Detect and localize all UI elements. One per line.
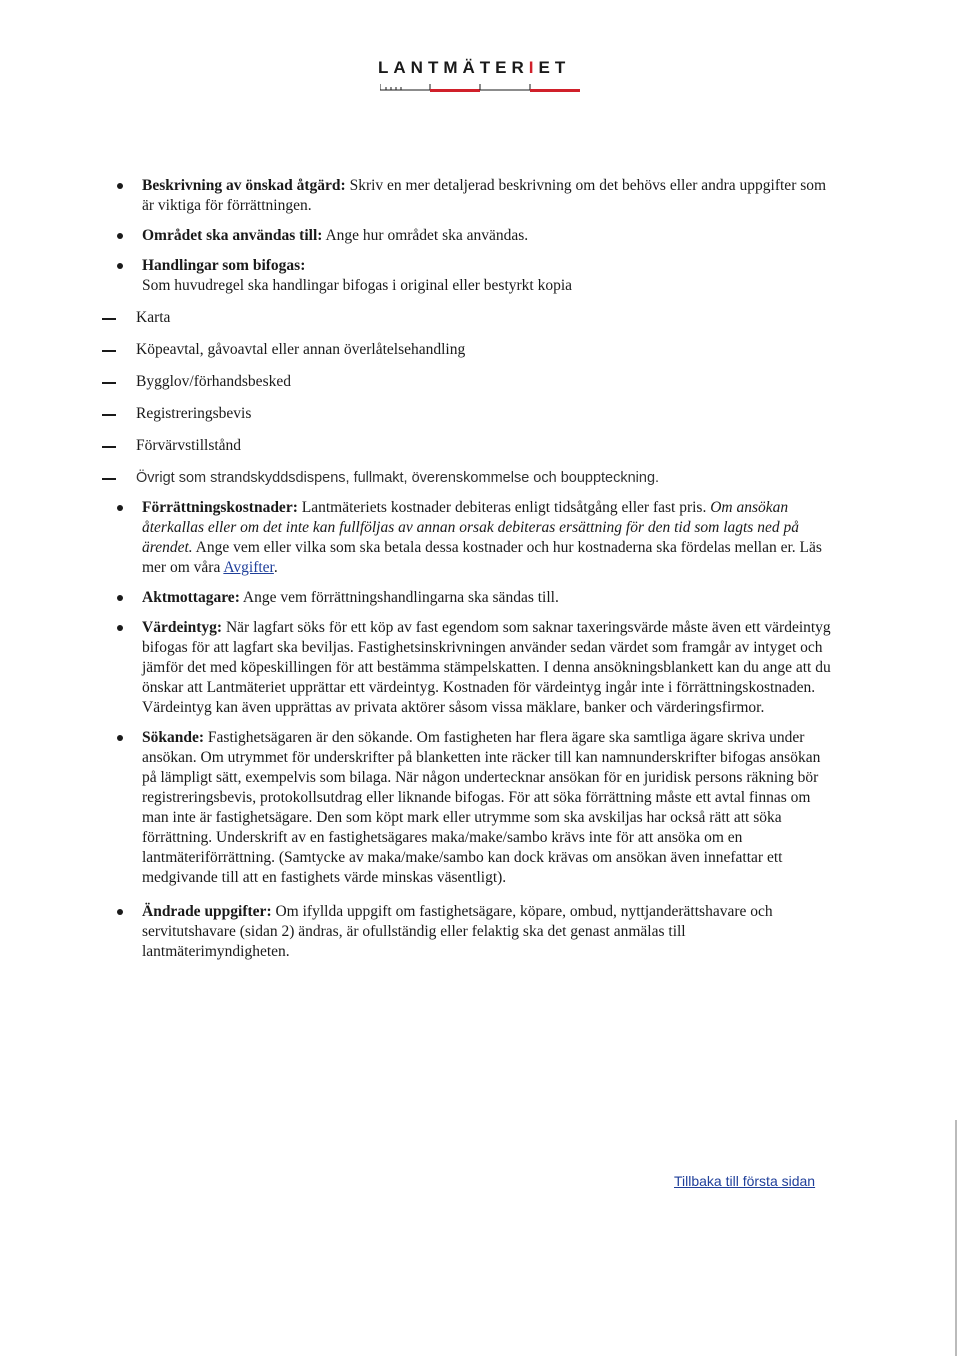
list-item: Handlingar som bifogas: Som huvudregel ska handlingar bifogas i original eller bestyrkt kopia	[114, 256, 834, 296]
lantmateriet-logo	[378, 58, 588, 78]
list-item: Aktmottagare: Ange vem förrättningshandlingarna ska sändas till.	[114, 588, 834, 608]
list-item: Övrigt som strandskyddsdispens, fullmakt, överenskommelse och bouppteckning.	[86, 468, 834, 498]
list-item: Förvärvstillstånd	[86, 436, 834, 468]
instructions-content	[114, 176, 834, 962]
list-item: Sökande: Fastighetsägaren är den sökande. Om fastigheten har flera ägare ska samtliga ägare skriva under ansökan. Om utrymmet för underskrifter på blanketten inte räcker till kan namnunderskrifter bifogas ansökan på lämpligt sätt, exempelvis som bilaga. När någon undertecknar ansökan för en juridisk persons räkning bör registreringsbevis, protokollsutdrag eller liknande bifogas. För att söka förrättning måste ett avtal finnas om man inte är fastighetsägare. Den som köpt mark eller utrymme som ska avskiljas har också rätt att söka förrättning. Underskrift av en fastighetsägares maka/make/sambo krävs inte för att ansöka om en lantmäteriförrättning. (Samtycke av maka/make/sambo kan dock krävas om ansökan även innefattar ett medgivande till att en fastighets värde minskas väsentligt).	[114, 728, 834, 888]
list-item: Bygglov/förhandsbesked	[86, 372, 834, 404]
avgifter-link[interactable]: Avgifter	[223, 559, 274, 576]
list-item: Förrättningskostnader: Lantmäteriets kostnader debiteras enligt tidsåtgång eller fast pris. Om ansökan återkallas eller om det inte kan fullföljas av annan orsak debiteras ersättning för den tid som lagts ned på ärendet. Ange vem eller vilka som ska betala dessa kostnader och hur kostnaderna ska fördelas mellan er. Läs mer om våra Avgifter.	[114, 498, 834, 578]
scan-edge-divider	[955, 1120, 957, 1356]
back-to-first-page-link[interactable]: Tillbaka till första sidan	[674, 1173, 816, 1189]
list-item: Området ska användas till: Ange hur området ska användas.	[114, 226, 834, 246]
list-item: Karta	[86, 308, 834, 340]
list-item: Registreringsbevis	[86, 404, 834, 436]
list-item: Ändrade uppgifter: Om ifyllda uppgift om fastighetsägare, köpare, ombud, nyttjanderättshavare och servitutshavare (sidan 2) ändras, är ofullständig eller felaktig ska det genast anmälas till lantmäterimyndigheten.	[114, 902, 834, 962]
logo-text: LANTMÄTERIET	[378, 58, 571, 77]
list-item: Beskrivning av önskad åtgärd: Skriv en mer detaljerad beskrivning om det behövs eller andra uppgifter som är viktiga för förrättningen.	[114, 176, 834, 216]
attachments-list	[86, 308, 834, 498]
logo-ruler-icon	[380, 80, 580, 92]
list-item: Köpeavtal, gåvoavtal eller annan överlåtelsehandling	[86, 340, 834, 372]
list-item: Värdeintyg: När lagfart söks för ett köp av fast egendom som saknar taxeringsvärde måste även ett värdeintyg bifogas för att lagfart ska beviljas. Fastighetsinskrivningen använder sedan värdet som framgår av intyget och jämför det med köpeskillingen för att bestämma stämpelskatten. I denna ansökningsblankett kan du ange att du önskar att Lantmäteriet upprättar ett värdeintyg. Kostnaden för värdeintyg ingår inte i förrättningskostnaden. Värdeintyg kan även upprättas av privata aktörer såsom vissa mäklare, banker och värderingsfirmor.	[114, 618, 834, 718]
